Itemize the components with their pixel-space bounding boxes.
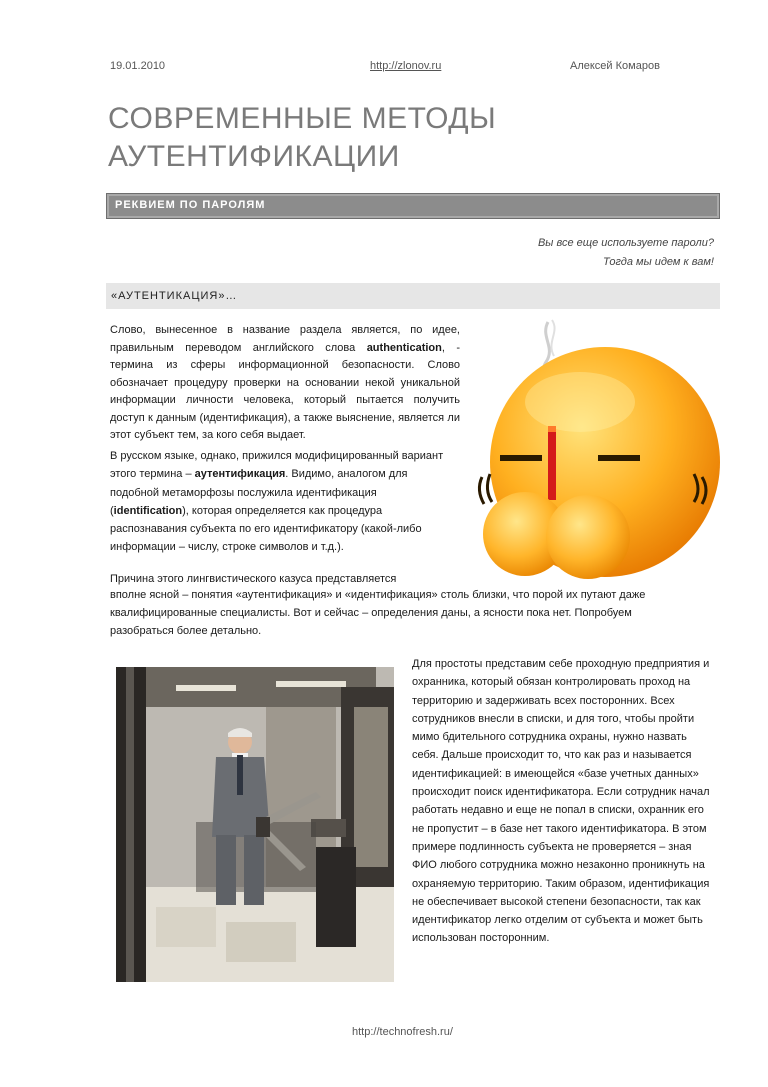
header-author: Алексей Комаров [570,60,660,72]
p2-text-b: . Видимо, аналогом для подобной метаморфозы послужила идентификация ( [110,468,408,517]
turnstile-photo [116,667,394,982]
section-heading-bar [106,193,720,219]
paragraph-4: Для простоты представим себе проходную предприятия и охранника, который обязан контролировать проход на территорию и задерживать всех посторонних. Всех сотрудников внесли в списки, и для того, чтобы пройти мимо бдительного сотрудника охраны, нужно назвать себя. Дальше происходит то, что как раз и называется идентификацией: в имеющейся «базе учетных данных» происходит поиск идентификатора. Если сотрудник начал работать недавно и еще не попал в списки, охранник его не пропустит – в базе нет такого идентификатора. В этом примере подлинность субъекта не проверяется – зная ФИО любого сотрудника можно незаконно проникнуть на охраняемую территорию. Таким образом, идентификация не обеспечивает высокой степени безопасности, так как идентификатор легко отделим от субъекта и может быть использован посторонним. [412,658,710,945]
paragraph-3-line-1: Причина этого лингвистического казуса представляется [110,573,397,585]
smoking-smiley-illustration [470,312,720,582]
paragraph-2 [110,447,455,557]
paragraph-1 [110,322,460,445]
title-line-1: СОВРЕМЕННЫЕ МЕТОДЫ [108,102,497,135]
p2-text-c: ), которая определяется как процедура распознавания субъекта по его идентификатору (какой-либо информации – числу, строке символов и т.д.). [110,504,422,554]
paragraph-3-rest: вполне ясной – понятия «аутентификация» и «идентификация» столь близки, что порой их путают даже квалифицированные специалисты. Вот и сейчас – определения даны, а ясности пока нет. Попробуем разобраться более детально. [110,589,646,637]
section-heading: РЕКВИЕМ ПО ПАРОЛЯМ [115,199,266,211]
header-link[interactable]: http://zlonov.ru [370,60,442,72]
p2-bold-term-2: identification [113,504,183,517]
title-line-2: АУТЕНТИФИКАЦИИ [108,140,400,173]
subsection-heading: «АУТЕНТИКАЦИЯ»… [111,290,238,302]
subsection-heading-bar [106,283,720,309]
p1-bold-term: authentication [366,341,442,354]
p1-text-a: Слово, вынесенное в название раздела является, по идее, правильным переводом английского слова [110,324,460,354]
header-date: 19.01.2010 [110,60,166,72]
p2-text-a: В русском языке, однако, прижился модифицированный вариант этого термина – [110,450,444,481]
page-title [108,100,668,176]
footer-link[interactable]: http://technofresh.ru/ [352,1026,453,1038]
epigraph [538,234,714,272]
p1-text-b: , - термина из сферы информационной безопасности. Слово обозначает процедуру проверки на основании некой уникальной информации личности человека, который пытается получить доступ к данным (идентификация), а также выяснение, является ли этот субъект тем, за кого себя выдает. [110,341,461,441]
epigraph-line-1: Вы все еще используете пароли? [537,237,714,249]
epigraph-line-2: Тогда мы идем к вам! [603,256,714,268]
p2-bold-term: аутентификация [194,468,286,481]
